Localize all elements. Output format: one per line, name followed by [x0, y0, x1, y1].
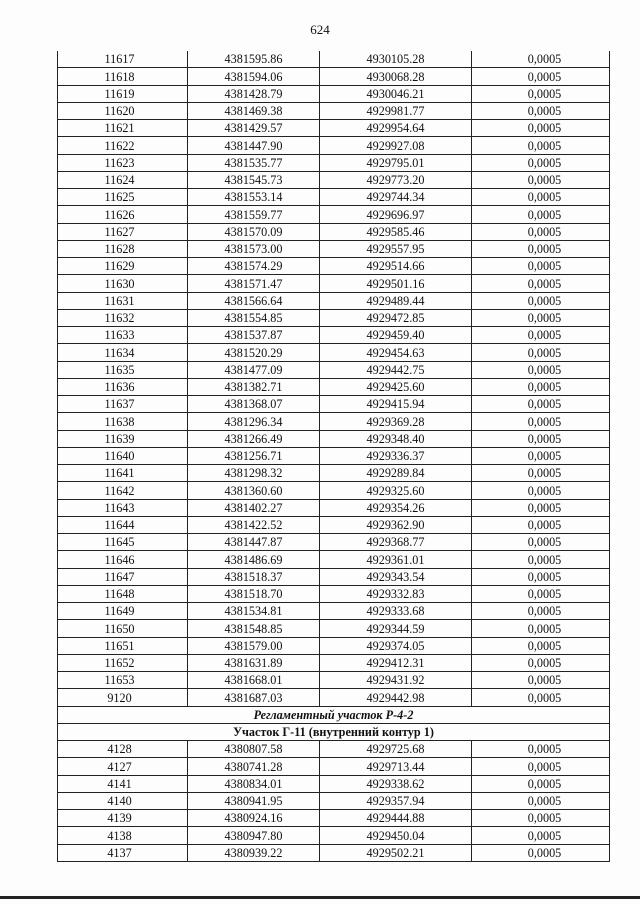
point-id-cell: 11639: [58, 430, 188, 447]
x-coordinate-cell: 4381579.00: [188, 637, 320, 654]
x-coordinate-cell: 4381537.87: [188, 327, 320, 344]
tolerance-cell: 0,0005: [472, 482, 610, 499]
tolerance-cell: 0,0005: [472, 223, 610, 240]
table-row: [58, 378, 610, 395]
y-coordinate-cell: 4929343.54: [320, 568, 472, 585]
table-row: [58, 309, 610, 326]
tolerance-cell: 0,0005: [472, 654, 610, 671]
table-row: [58, 585, 610, 602]
point-id-cell: 11646: [58, 551, 188, 568]
x-coordinate-cell: 4381594.06: [188, 68, 320, 85]
table-row: [58, 327, 610, 344]
point-id-cell: 11627: [58, 223, 188, 240]
table-row: [58, 465, 610, 482]
x-coordinate-cell: 4381570.09: [188, 223, 320, 240]
x-coordinate-cell: 4381298.32: [188, 465, 320, 482]
section-subtitle: Участок Г-11 (внутренний контур 1): [58, 723, 610, 740]
x-coordinate-cell: 4381477.09: [188, 361, 320, 378]
point-id-cell: 4127: [58, 758, 188, 775]
tolerance-cell: 0,0005: [472, 154, 610, 171]
y-coordinate-cell: 4929795.01: [320, 154, 472, 171]
coordinates-table-body-top: [58, 51, 610, 706]
tolerance-cell: 0,0005: [472, 206, 610, 223]
point-id-cell: 11623: [58, 154, 188, 171]
tolerance-cell: 0,0005: [472, 585, 610, 602]
tolerance-cell: 0,0005: [472, 758, 610, 775]
y-coordinate-cell: 4929431.92: [320, 672, 472, 689]
point-id-cell: 11652: [58, 654, 188, 671]
x-coordinate-cell: 4381548.85: [188, 620, 320, 637]
point-id-cell: 4139: [58, 810, 188, 827]
table-row: [58, 68, 610, 85]
x-coordinate-cell: 4380941.95: [188, 792, 320, 809]
y-coordinate-cell: 4929450.04: [320, 827, 472, 844]
y-coordinate-cell: 4929713.44: [320, 758, 472, 775]
y-coordinate-cell: 4929773.20: [320, 171, 472, 188]
tolerance-cell: 0,0005: [472, 189, 610, 206]
table-row: [58, 430, 610, 447]
table-row: [58, 275, 610, 292]
table-row: [58, 568, 610, 585]
point-id-cell: 11626: [58, 206, 188, 223]
x-coordinate-cell: 4381566.64: [188, 292, 320, 309]
tolerance-cell: 0,0005: [472, 465, 610, 482]
table-row: [58, 447, 610, 464]
y-coordinate-cell: 4929338.62: [320, 775, 472, 792]
x-coordinate-cell: 4381535.77: [188, 154, 320, 171]
point-id-cell: 11625: [58, 189, 188, 206]
point-id-cell: 11624: [58, 171, 188, 188]
x-coordinate-cell: 4381668.01: [188, 672, 320, 689]
coordinates-table: [57, 51, 610, 862]
tolerance-cell: 0,0005: [472, 430, 610, 447]
x-coordinate-cell: 4381553.14: [188, 189, 320, 206]
y-coordinate-cell: 4929357.94: [320, 792, 472, 809]
y-coordinate-cell: 4929354.26: [320, 499, 472, 516]
y-coordinate-cell: 4930068.28: [320, 68, 472, 85]
tolerance-cell: 0,0005: [472, 447, 610, 464]
tolerance-cell: 0,0005: [472, 551, 610, 568]
y-coordinate-cell: 4929489.44: [320, 292, 472, 309]
table-row: [58, 516, 610, 533]
point-id-cell: 11635: [58, 361, 188, 378]
tolerance-cell: 0,0005: [472, 68, 610, 85]
page-bottom-rule: [0, 896, 640, 899]
table-row: [58, 85, 610, 102]
tolerance-cell: 0,0005: [472, 51, 610, 68]
y-coordinate-cell: 4929325.60: [320, 482, 472, 499]
y-coordinate-cell: 4929954.64: [320, 120, 472, 137]
tolerance-cell: 0,0005: [472, 499, 610, 516]
x-coordinate-cell: 4381447.87: [188, 534, 320, 551]
table-row: [58, 361, 610, 378]
x-coordinate-cell: 4381256.71: [188, 447, 320, 464]
point-id-cell: 11640: [58, 447, 188, 464]
point-id-cell: 11633: [58, 327, 188, 344]
tolerance-cell: 0,0005: [472, 120, 610, 137]
table-row: [58, 844, 610, 861]
x-coordinate-cell: 4381360.60: [188, 482, 320, 499]
tolerance-cell: 0,0005: [472, 102, 610, 119]
tolerance-cell: 0,0005: [472, 844, 610, 861]
table-row: [58, 189, 610, 206]
x-coordinate-cell: 4381402.27: [188, 499, 320, 516]
y-coordinate-cell: 4929369.28: [320, 413, 472, 430]
point-id-cell: 11643: [58, 499, 188, 516]
x-coordinate-cell: 4380939.22: [188, 844, 320, 861]
table-row: [58, 413, 610, 430]
tolerance-cell: 0,0005: [472, 275, 610, 292]
table-row: [58, 551, 610, 568]
x-coordinate-cell: 4380947.80: [188, 827, 320, 844]
point-id-cell: 11642: [58, 482, 188, 499]
tolerance-cell: 0,0005: [472, 568, 610, 585]
point-id-cell: 4137: [58, 844, 188, 861]
y-coordinate-cell: 4929585.46: [320, 223, 472, 240]
point-id-cell: 11651: [58, 637, 188, 654]
y-coordinate-cell: 4929412.31: [320, 654, 472, 671]
y-coordinate-cell: 4929696.97: [320, 206, 472, 223]
tolerance-cell: 0,0005: [472, 620, 610, 637]
y-coordinate-cell: 4930105.28: [320, 51, 472, 68]
y-coordinate-cell: 4929442.75: [320, 361, 472, 378]
y-coordinate-cell: 4929333.68: [320, 603, 472, 620]
y-coordinate-cell: 4929927.08: [320, 137, 472, 154]
table-row: [58, 689, 610, 706]
y-coordinate-cell: 4929454.63: [320, 344, 472, 361]
x-coordinate-cell: 4381631.89: [188, 654, 320, 671]
table-row: [58, 775, 610, 792]
point-id-cell: 11641: [58, 465, 188, 482]
table-row: [58, 758, 610, 775]
x-coordinate-cell: 4380924.16: [188, 810, 320, 827]
x-coordinate-cell: 4381428.79: [188, 85, 320, 102]
x-coordinate-cell: 4381520.29: [188, 344, 320, 361]
x-coordinate-cell: 4381518.70: [188, 585, 320, 602]
x-coordinate-cell: 4381296.34: [188, 413, 320, 430]
table-row: [58, 258, 610, 275]
table-row: [58, 51, 610, 68]
point-id-cell: 11622: [58, 137, 188, 154]
x-coordinate-cell: 4380741.28: [188, 758, 320, 775]
x-coordinate-cell: 4381534.81: [188, 603, 320, 620]
coordinates-table-body-bottom: [58, 741, 610, 862]
table-row: [58, 171, 610, 188]
y-coordinate-cell: 4929362.90: [320, 516, 472, 533]
y-coordinate-cell: 4929502.21: [320, 844, 472, 861]
point-id-cell: 11618: [58, 68, 188, 85]
tolerance-cell: 0,0005: [472, 137, 610, 154]
y-coordinate-cell: 4929501.16: [320, 275, 472, 292]
x-coordinate-cell: 4381574.29: [188, 258, 320, 275]
point-id-cell: 11628: [58, 240, 188, 257]
x-coordinate-cell: 4381486.69: [188, 551, 320, 568]
point-id-cell: 11620: [58, 102, 188, 119]
table-row: [58, 102, 610, 119]
table-row: [58, 827, 610, 844]
x-coordinate-cell: 4381266.49: [188, 430, 320, 447]
table-row: [58, 240, 610, 257]
point-id-cell: 4128: [58, 741, 188, 758]
x-coordinate-cell: 4381447.90: [188, 137, 320, 154]
table-row: [58, 396, 610, 413]
tolerance-cell: 0,0005: [472, 378, 610, 395]
x-coordinate-cell: 4381382.71: [188, 378, 320, 395]
x-coordinate-cell: 4381554.85: [188, 309, 320, 326]
table-row: [58, 223, 610, 240]
x-coordinate-cell: 4381571.47: [188, 275, 320, 292]
tolerance-cell: 0,0005: [472, 637, 610, 654]
point-id-cell: 11631: [58, 292, 188, 309]
y-coordinate-cell: 4929472.85: [320, 309, 472, 326]
table-row: [58, 137, 610, 154]
section-subtitle-row: [58, 723, 610, 740]
y-coordinate-cell: 4929981.77: [320, 102, 472, 119]
table-row: [58, 637, 610, 654]
table-row: [58, 654, 610, 671]
x-coordinate-cell: 4381595.86: [188, 51, 320, 68]
tolerance-cell: 0,0005: [472, 516, 610, 533]
point-id-cell: 11650: [58, 620, 188, 637]
tolerance-cell: 0,0005: [472, 775, 610, 792]
tolerance-cell: 0,0005: [472, 258, 610, 275]
point-id-cell: 11647: [58, 568, 188, 585]
tolerance-cell: 0,0005: [472, 672, 610, 689]
x-coordinate-cell: 4381545.73: [188, 171, 320, 188]
table-row: [58, 603, 610, 620]
tolerance-cell: 0,0005: [472, 309, 610, 326]
x-coordinate-cell: 4380807.58: [188, 741, 320, 758]
y-coordinate-cell: 4929459.40: [320, 327, 472, 344]
point-id-cell: 11653: [58, 672, 188, 689]
point-id-cell: 11644: [58, 516, 188, 533]
x-coordinate-cell: 4381422.52: [188, 516, 320, 533]
x-coordinate-cell: 4381469.38: [188, 102, 320, 119]
tolerance-cell: 0,0005: [472, 85, 610, 102]
point-id-cell: 4141: [58, 775, 188, 792]
tolerance-cell: 0,0005: [472, 396, 610, 413]
point-id-cell: 4140: [58, 792, 188, 809]
point-id-cell: 11648: [58, 585, 188, 602]
table-row: [58, 741, 610, 758]
point-id-cell: 11636: [58, 378, 188, 395]
x-coordinate-cell: 4381559.77: [188, 206, 320, 223]
y-coordinate-cell: 4929348.40: [320, 430, 472, 447]
y-coordinate-cell: 4929344.59: [320, 620, 472, 637]
point-id-cell: 11621: [58, 120, 188, 137]
point-id-cell: 11638: [58, 413, 188, 430]
y-coordinate-cell: 4929442.98: [320, 689, 472, 706]
table-row: [58, 792, 610, 809]
tolerance-cell: 0,0005: [472, 240, 610, 257]
y-coordinate-cell: 4929332.83: [320, 585, 472, 602]
y-coordinate-cell: 4929374.05: [320, 637, 472, 654]
point-id-cell: 11630: [58, 275, 188, 292]
y-coordinate-cell: 4929444.88: [320, 810, 472, 827]
tolerance-cell: 0,0005: [472, 792, 610, 809]
x-coordinate-cell: 4380834.01: [188, 775, 320, 792]
tolerance-cell: 0,0005: [472, 689, 610, 706]
tolerance-cell: 0,0005: [472, 741, 610, 758]
table-row: [58, 810, 610, 827]
x-coordinate-cell: 4381518.37: [188, 568, 320, 585]
point-id-cell: 11629: [58, 258, 188, 275]
y-coordinate-cell: 4930046.21: [320, 85, 472, 102]
tolerance-cell: 0,0005: [472, 413, 610, 430]
x-coordinate-cell: 4381573.00: [188, 240, 320, 257]
tolerance-cell: 0,0005: [472, 292, 610, 309]
tolerance-cell: 0,0005: [472, 603, 610, 620]
table-row: [58, 206, 610, 223]
tolerance-cell: 0,0005: [472, 344, 610, 361]
tolerance-cell: 0,0005: [472, 361, 610, 378]
x-coordinate-cell: 4381429.57: [188, 120, 320, 137]
y-coordinate-cell: 4929361.01: [320, 551, 472, 568]
table-row: [58, 499, 610, 516]
table-row: [58, 672, 610, 689]
tolerance-cell: 0,0005: [472, 827, 610, 844]
y-coordinate-cell: 4929289.84: [320, 465, 472, 482]
point-id-cell: 11619: [58, 85, 188, 102]
tolerance-cell: 0,0005: [472, 534, 610, 551]
table-row: [58, 534, 610, 551]
table-row: [58, 482, 610, 499]
point-id-cell: 11632: [58, 309, 188, 326]
section-header-block: [58, 706, 610, 741]
y-coordinate-cell: 4929744.34: [320, 189, 472, 206]
section-title-row: [58, 706, 610, 723]
table-row: [58, 292, 610, 309]
point-id-cell: 11617: [58, 51, 188, 68]
point-id-cell: 11634: [58, 344, 188, 361]
section-title: Регламентный участок Р-4-2: [58, 706, 610, 723]
y-coordinate-cell: 4929425.60: [320, 378, 472, 395]
y-coordinate-cell: 4929725.68: [320, 741, 472, 758]
table-row: [58, 154, 610, 171]
tolerance-cell: 0,0005: [472, 327, 610, 344]
x-coordinate-cell: 4381687.03: [188, 689, 320, 706]
point-id-cell: 11649: [58, 603, 188, 620]
y-coordinate-cell: 4929514.66: [320, 258, 472, 275]
table-row: [58, 620, 610, 637]
y-coordinate-cell: 4929557.95: [320, 240, 472, 257]
point-id-cell: 4138: [58, 827, 188, 844]
y-coordinate-cell: 4929368.77: [320, 534, 472, 551]
table-row: [58, 344, 610, 361]
tolerance-cell: 0,0005: [472, 171, 610, 188]
y-coordinate-cell: 4929415.94: [320, 396, 472, 413]
tolerance-cell: 0,0005: [472, 810, 610, 827]
x-coordinate-cell: 4381368.07: [188, 396, 320, 413]
y-coordinate-cell: 4929336.37: [320, 447, 472, 464]
table-row: [58, 120, 610, 137]
point-id-cell: 11637: [58, 396, 188, 413]
point-id-cell: 9120: [58, 689, 188, 706]
point-id-cell: 11645: [58, 534, 188, 551]
page-number: 624: [310, 22, 330, 37]
